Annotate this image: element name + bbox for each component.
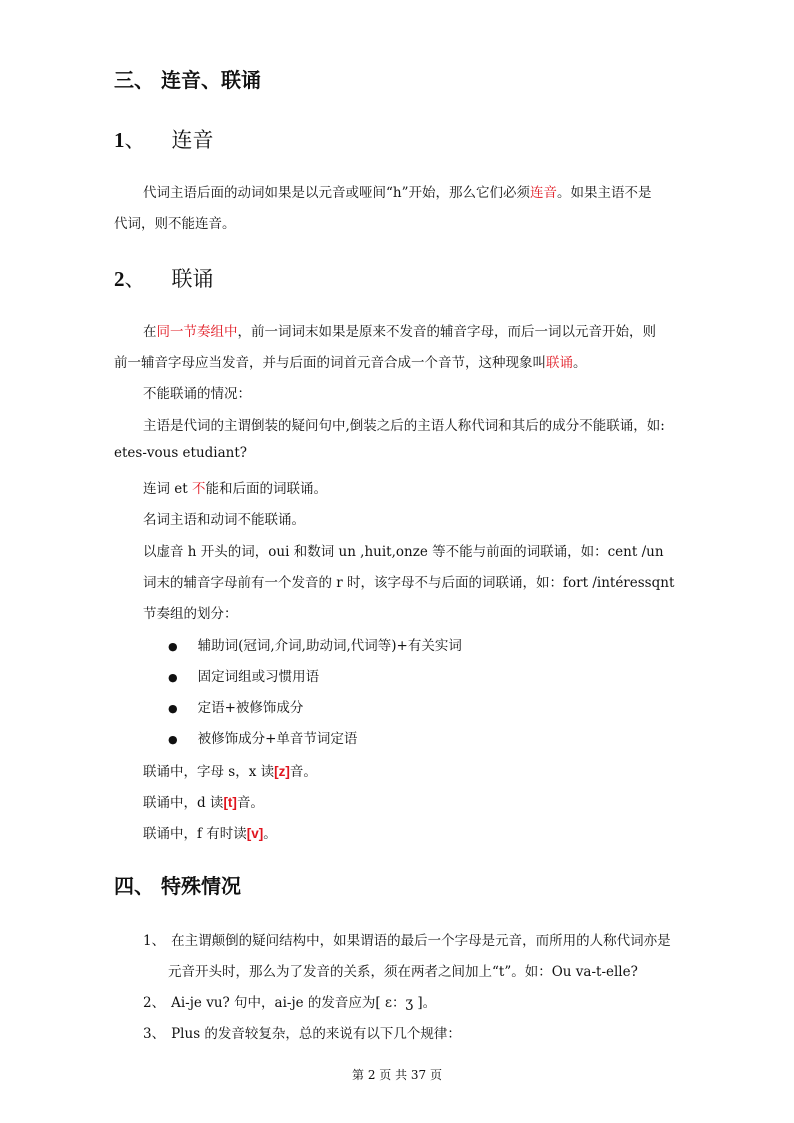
subsection-1-number: 1: [114, 128, 125, 152]
para1-line2: 代词，则不能连音。: [114, 216, 236, 232]
bullet-icon: ●: [168, 733, 178, 746]
subsection-2-sep: 、: [124, 267, 146, 291]
bullet-text: 固定词组或习惯用语: [197, 669, 320, 685]
bullet-icon: ●: [168, 640, 178, 653]
f-text-b: 。: [263, 826, 277, 842]
d-text-b: 音。: [236, 795, 264, 811]
para2-text-c: 前一辅音字母应当发音，并与后面的词首元音合成一个音节，这种现象叫: [114, 355, 546, 371]
rule4: 以虚音 h 开头的词，oui 和数词 un ,huit,onze 等不能与前面的词联诵，如：cent /un: [143, 544, 664, 560]
special-item-number: 3、: [143, 1026, 166, 1042]
rhythm-heading: 节奏组的划分：: [143, 606, 238, 622]
para2-line1: [143, 320, 656, 340]
liaison-s-x: [143, 760, 317, 780]
rule3: 名词主语和动词不能联诵。: [143, 512, 305, 528]
rule5: 词末的辅音字母前有一个发音的 r 时，该字母不与后面的词联诵，如：fort /intéressqnt: [143, 575, 675, 591]
rule2-highlight: 不: [192, 481, 206, 497]
bullet-item: [168, 696, 303, 716]
rule2-text-a: 连词 et: [143, 481, 192, 497]
special-item-text: Ai-je vu? 句中，ai-je 的发音应为[ ɛ：ʒ ]。: [171, 995, 437, 1011]
bullet-item: [168, 634, 462, 654]
subsection-2-title: 联诵: [171, 267, 214, 291]
bullet-text: 辅助词(冠词,介词,助动词,代词等)+有关实词: [197, 638, 462, 654]
special-item-1-line1: [143, 929, 671, 949]
para2-text-d: 。: [573, 355, 587, 371]
special-item-text: 在主谓颠倒的疑问结构中，如果谓语的最后一个字母是元音，而所用的人称代词亦是: [171, 933, 671, 949]
d-text-a: 联诵中，d 读: [143, 795, 224, 811]
rule2: [143, 477, 327, 497]
liaison-f: [143, 822, 277, 842]
page-footer: 第 2 页 共 37 页: [352, 1068, 442, 1082]
para1-highlight: 连音: [530, 185, 557, 201]
sx-text-a: 联诵中，字母 s，x 读: [143, 764, 275, 780]
section-4-title: 四、 特殊情况: [114, 874, 241, 898]
rule2-text-b: 能和后面的词联诵。: [205, 481, 327, 497]
bullet-item: [168, 665, 319, 685]
para2-text-a: 在: [143, 324, 157, 340]
special-item-text: Plus 的发音较复杂，总的来说有以下几个规律：: [171, 1026, 461, 1042]
subsection-1-heading: [114, 124, 214, 154]
para2-line2: [114, 351, 587, 371]
special-item-number: 2、: [143, 995, 166, 1011]
para2-text-b: ，前一词词末如果是原来不发音的辅音字母，而后一词以元音开始，则: [237, 324, 656, 340]
f-text-a: 联诵中，f 有时读: [143, 826, 247, 842]
bullet-icon: ●: [168, 702, 178, 715]
liaison-d: [143, 791, 264, 811]
para2-highlight-2: 联诵: [546, 355, 573, 371]
no-liaison-heading: 不能联诵的情况：: [143, 386, 251, 402]
para2-highlight-1: 同一节奏组中: [156, 324, 238, 340]
rule1-line2: etes-vous etudiant?: [114, 445, 248, 461]
subsection-1-title: 连音: [171, 128, 214, 152]
subsection-2-number: 2: [114, 267, 125, 291]
section-3-title: 三、 连音、联诵: [114, 68, 261, 92]
bullet-icon: ●: [168, 671, 178, 684]
f-phoneme: [v]: [246, 826, 264, 841]
sx-phoneme: [z]: [274, 764, 290, 779]
d-phoneme: [t]: [223, 795, 237, 810]
bullet-item: [168, 727, 357, 747]
special-item-1-line2: 元音开头时，那么为了发音的关系，须在两者之间加上“t”。如：Ou va-t-elle?: [168, 964, 638, 980]
special-item-number: 1、: [143, 933, 166, 949]
bullet-text: 定语+被修饰成分: [197, 700, 304, 716]
para1-text-a: 代词主语后面的动词如果是以元音或哑间“h”开始，那么它们必须: [143, 185, 530, 201]
subsection-1-sep: 、: [124, 128, 146, 152]
para1-text-b: 。如果主语不是: [557, 185, 652, 201]
special-item-2: [143, 991, 436, 1011]
sx-text-b: 音。: [289, 764, 317, 780]
special-item-3: [143, 1022, 461, 1042]
bullet-text: 被修饰成分+单音节词定语: [197, 731, 358, 747]
para1-line1: [143, 181, 652, 201]
rule1-line1: 主语是代词的主谓倒装的疑问句中,倒装之后的主语人称代词和其后的成分不能联诵，如:: [143, 418, 665, 434]
subsection-2-heading: [114, 263, 214, 293]
